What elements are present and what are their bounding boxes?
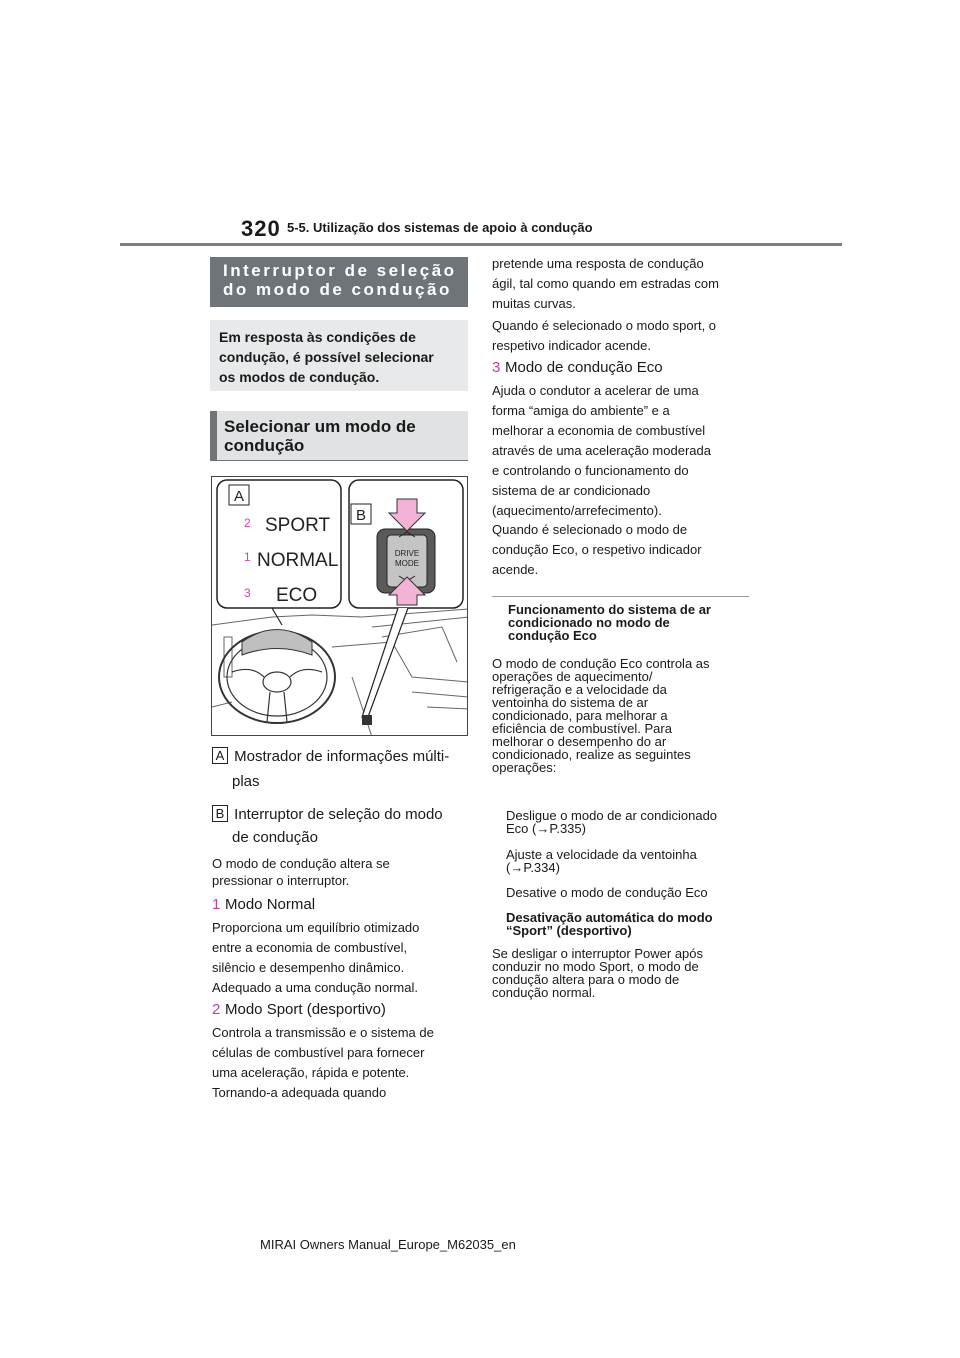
operation-1 <box>506 809 717 835</box>
text-line: “Sport” (desportivo) <box>506 923 632 938</box>
text-line: O modo de condução Eco controla as <box>492 656 710 671</box>
item-3-title <box>492 358 663 378</box>
text-line: condicionado, para melhorar a <box>492 708 668 723</box>
switch-text-mode: MODE <box>395 559 419 568</box>
text-line: muitas curvas. <box>492 296 576 311</box>
intro-box <box>210 320 468 391</box>
text-line: Tornando-a adequada quando <box>212 1085 387 1100</box>
item-3-desc <box>492 381 711 521</box>
header-divider <box>120 243 842 246</box>
text-line: refrigeração e a velocidade da <box>492 682 667 697</box>
text-line: condução altera para o modo de <box>492 972 680 987</box>
text-line: Ajuda o condutor a acelerar de uma <box>492 383 699 398</box>
text-line: Eco (→P.335) <box>506 821 586 836</box>
text-line: Proporciona um equilíbrio otimizado <box>212 920 420 935</box>
item-2-title <box>212 1000 386 1020</box>
info-display <box>242 630 312 656</box>
dashboard-illustration <box>211 476 468 736</box>
text-line: respetivo indicador acende. <box>492 338 651 353</box>
operation-2 <box>506 848 697 874</box>
item-3-number: 3 <box>492 359 501 376</box>
label-a: A <box>233 488 245 505</box>
text-line: ágil, tal como quando em estradas com <box>492 276 719 291</box>
dash-switch-icon <box>362 715 372 725</box>
text-line: operações de aquecimento/ <box>492 669 653 684</box>
mode-normal-text: NORMAL <box>257 550 339 571</box>
legend-a <box>212 747 449 767</box>
text-line: Funcionamento do sistema de ar <box>508 602 711 617</box>
text-line: (→P.334) <box>506 860 560 875</box>
operation-3: Desative o modo de condução Eco <box>506 885 708 900</box>
intro-line: os modos de condução. <box>219 369 380 385</box>
note-1-text <box>492 657 710 774</box>
text-line: entre a economia de combustível, <box>212 940 408 955</box>
intro-line: condução, é possível selecionar <box>219 349 434 365</box>
sub-heading-line: Selecionar um modo de <box>224 417 416 436</box>
item-1-label: Modo Normal <box>225 896 316 913</box>
main-heading <box>210 257 468 307</box>
note-2-title <box>506 911 713 937</box>
mode-number-sport: 2 <box>244 516 251 530</box>
text-line: Quando é selecionado o modo de <box>492 522 688 537</box>
legend-b-text: Interruptor de seleção do modo <box>234 806 443 823</box>
text-line: Desligue o modo de ar condicionado <box>506 808 718 823</box>
legend-a-cont: plas <box>232 773 260 790</box>
text-line: sistema de ar condicionado <box>492 483 651 498</box>
text-line: operações: <box>492 760 557 775</box>
sub-heading-line: condução <box>224 436 305 455</box>
sport-indicator-text <box>492 316 716 356</box>
text-line: O modo de condução altera se <box>212 856 390 871</box>
legend-b-cont: de condução <box>232 829 318 846</box>
text-line: ventoinha do sistema de ar <box>492 695 649 710</box>
main-heading-line: Interruptor de seleção <box>223 261 457 280</box>
text-line: Ajuste a velocidade da ventoinha <box>506 847 697 862</box>
text-line: células de combustível para fornecer <box>212 1045 425 1060</box>
sub-heading <box>210 411 468 461</box>
text-line: (aquecimento/arrefecimento). <box>492 503 662 518</box>
item-2-desc-cont <box>492 254 719 314</box>
text-line: pretende uma resposta de condução <box>492 256 704 271</box>
item-1-title <box>212 895 315 915</box>
text-line: condução Eco, o respetivo indicador <box>492 542 702 557</box>
page-number: 320 <box>241 216 281 241</box>
text-line: condicionado no modo de <box>508 615 670 630</box>
text-line: Se desligar o interruptor Power após <box>492 946 704 961</box>
text-line: condicionado, realize as seguintes <box>492 747 691 762</box>
text-line: Adequado a uma condução normal. <box>212 980 418 995</box>
text-line: condução normal. <box>492 985 596 1000</box>
text-line: acende. <box>492 562 539 577</box>
note-divider <box>492 596 749 597</box>
legend-b <box>212 805 443 825</box>
mode-number-eco: 3 <box>244 586 251 600</box>
mode-change-text <box>212 855 390 889</box>
text-line: e controlando o funcionamento do <box>492 463 689 478</box>
text-line: eficiência de combustível. Para <box>492 721 672 736</box>
item-2-label: Modo Sport (desportivo) <box>225 1001 386 1018</box>
callout-b-pointer <box>362 608 408 717</box>
eco-indicator-text <box>492 520 702 580</box>
item-1-number: 1 <box>212 896 221 913</box>
item-1-desc <box>212 918 419 998</box>
note-2-text <box>492 947 703 999</box>
item-3-label: Modo de condução Eco <box>505 359 663 376</box>
text-line: através de uma aceleração moderada <box>492 443 711 458</box>
legend-b-marker: B <box>212 805 228 822</box>
section-title: 5-5. Utilização dos sistemas de apoio à condução <box>287 220 593 235</box>
text-line: forma “amiga do ambiente” e a <box>492 403 670 418</box>
text-line: pressionar o interruptor. <box>212 873 350 888</box>
text-line: Quando é selecionado o modo sport, o <box>492 318 717 333</box>
mode-sport-text: SPORT <box>265 515 331 536</box>
text-line: silêncio e desempenho dinâmico. <box>212 960 405 975</box>
item-2-number: 2 <box>212 1001 221 1018</box>
main-heading-line: do modo de condução <box>223 280 452 299</box>
text-line: Desativação automática do modo <box>506 910 713 925</box>
item-2-desc <box>212 1023 434 1103</box>
note-1-title <box>508 603 711 642</box>
text-line: melhorar o desempenho do ar <box>492 734 667 749</box>
mode-eco-text: ECO <box>276 585 318 606</box>
legend-a-text: Mostrador de informações múlti- <box>234 748 450 765</box>
text-line: Controla a transmissão e o sistema de <box>212 1025 434 1040</box>
text-line: condução Eco <box>508 628 597 643</box>
text-line: uma aceleração, rápida e potente. <box>212 1065 410 1080</box>
mode-number-normal: 1 <box>244 550 251 564</box>
legend-a-marker: A <box>212 747 228 764</box>
label-b: B <box>355 507 367 524</box>
dashboard-drawing <box>212 477 468 736</box>
text-line: conduzir no modo Sport, o modo de <box>492 959 699 974</box>
intro-line: Em resposta às condições de <box>219 329 416 345</box>
switch-text-drive: DRIVE <box>394 549 420 558</box>
text-line: melhorar a economia de combustível <box>492 423 706 438</box>
footer-text: MIRAI Owners Manual_Europe_M62035_en <box>260 1237 516 1252</box>
